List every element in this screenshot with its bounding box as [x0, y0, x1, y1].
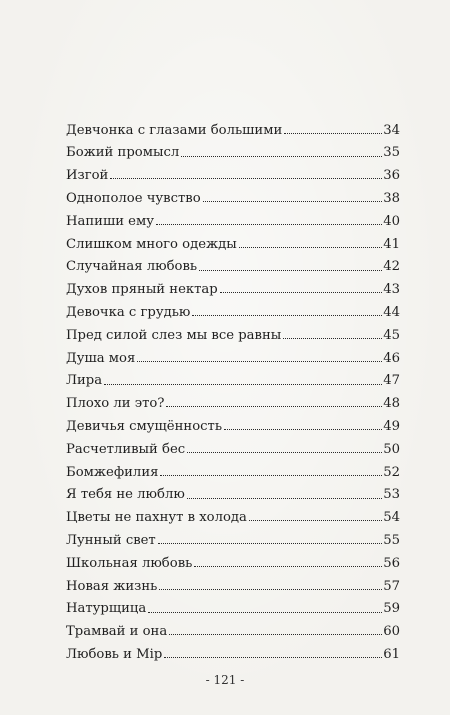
toc-entry-page-number: 47: [383, 373, 400, 389]
toc-entry: [66, 456, 400, 479]
toc-entry: [66, 137, 400, 160]
toc-entry-title: Плохо ли это?: [66, 396, 165, 412]
toc-entry-page-number: 48: [383, 396, 400, 412]
toc-dot-leader: [164, 656, 382, 658]
toc-dot-leader: [220, 291, 382, 293]
toc-entry-page-number: 54: [383, 510, 400, 526]
toc-entry-title: Однополое чувство: [66, 190, 201, 206]
toc-entry-title: Напиши ему: [66, 213, 155, 229]
toc-entry-page-number: 34: [383, 122, 400, 138]
toc-entry-page-number: 56: [383, 555, 400, 571]
toc-entry-page-number: 60: [383, 624, 400, 640]
toc-entry: [66, 296, 400, 319]
toc-dot-leader: [199, 269, 382, 271]
toc-entry-title: Изгой: [66, 168, 109, 184]
toc-entry-title: Божий промысл: [66, 145, 180, 161]
toc-dot-leader: [192, 314, 382, 316]
toc-entry-title: Новая жизнь: [66, 578, 158, 594]
toc-entry: [66, 479, 400, 502]
toc-entry-page-number: 49: [383, 418, 400, 434]
toc-dot-leader: [169, 633, 382, 635]
toc-entry-title: Духов пряный нектар: [66, 282, 218, 298]
toc-entry-title: Трамвай и она: [66, 624, 168, 640]
toc-entry-title: Девичья смущённость: [66, 418, 222, 434]
toc-entry: [66, 274, 400, 297]
toc-entry-page-number: 35: [383, 145, 400, 161]
toc-entry-title: Пред силой слез мы все равны: [66, 327, 282, 343]
toc-entry-title: Натурщица: [66, 601, 147, 617]
toc-dot-leader: [181, 155, 382, 157]
toc-entry-page-number: 36: [383, 168, 400, 184]
toc-entry-page-number: 57: [383, 578, 400, 594]
toc-dot-leader: [187, 451, 382, 453]
toc-dot-leader: [203, 200, 383, 202]
toc-entry-title: Бомжефилия: [66, 464, 159, 480]
toc-entry: [66, 114, 400, 137]
toc-entry: [66, 433, 400, 456]
toc-dot-leader: [110, 177, 382, 179]
table-of-contents: [66, 114, 400, 661]
toc-entry-page-number: 45: [383, 327, 400, 343]
toc-entry-page-number: 38: [383, 190, 400, 206]
toc-entry-page-number: 61: [383, 646, 400, 662]
toc-entry-page-number: 55: [383, 532, 400, 548]
toc-entry: [66, 251, 400, 274]
toc-entry-page-number: 43: [383, 282, 400, 298]
toc-entry: [66, 365, 400, 388]
toc-entry: [66, 228, 400, 251]
toc-entry-title: Цветы не пахнут в холода: [66, 510, 247, 526]
toc-entry-page-number: 40: [383, 213, 400, 229]
toc-entry-page-number: 52: [383, 464, 400, 480]
toc-entry-title: Слишком много одежды: [66, 236, 237, 252]
toc-dot-leader: [224, 428, 382, 430]
toc-entry: [66, 570, 400, 593]
toc-entry-title: Школьная любовь: [66, 555, 193, 571]
toc-entry-page-number: 44: [383, 304, 400, 320]
toc-dot-leader: [156, 223, 382, 225]
toc-entry: [66, 388, 400, 411]
toc-entry: [66, 502, 400, 525]
toc-entry: [66, 547, 400, 570]
toc-entry-title: Девочка с грудью: [66, 304, 191, 320]
toc-dot-leader: [158, 542, 382, 544]
toc-entry: [66, 410, 400, 433]
toc-dot-leader: [187, 497, 382, 499]
toc-entry: [66, 524, 400, 547]
toc-dot-leader: [104, 383, 382, 385]
toc-entry-title: Расчетливый бес: [66, 441, 186, 457]
toc-dot-leader: [284, 132, 382, 134]
toc-entry: [66, 160, 400, 183]
toc-entry: [66, 319, 400, 342]
toc-dot-leader: [166, 405, 382, 407]
page-number: - 121 -: [205, 673, 245, 687]
toc-entry-page-number: 50: [383, 441, 400, 457]
toc-dot-leader: [239, 246, 382, 248]
toc-dot-leader: [137, 360, 382, 362]
toc-dot-leader: [159, 588, 382, 590]
toc-dot-leader: [283, 337, 382, 339]
toc-entry: [66, 616, 400, 639]
toc-entry: [66, 593, 400, 616]
toc-entry: [66, 182, 400, 205]
toc-entry: [66, 342, 400, 365]
toc-entry-page-number: 53: [383, 487, 400, 503]
toc-entry-page-number: 46: [383, 350, 400, 366]
toc-entry-page-number: 59: [383, 601, 400, 617]
toc-entry-title: Любовь и Мір: [66, 646, 163, 662]
toc-dot-leader: [160, 474, 382, 476]
toc-entry-title: Душа моя: [66, 350, 136, 366]
toc-dot-leader: [194, 565, 382, 567]
toc-entry-page-number: 42: [383, 259, 400, 275]
toc-entry: [66, 638, 400, 661]
toc-entry-title: Я тебя не люблю: [66, 487, 185, 503]
toc-entry-title: Случайная любовь: [66, 259, 198, 275]
toc-entry-title: Девчонка с глазами большими: [66, 122, 283, 138]
toc-entry-title: Лира: [66, 373, 103, 389]
toc-dot-leader: [249, 519, 382, 521]
toc-entry-page-number: 41: [383, 236, 400, 252]
toc-dot-leader: [148, 611, 382, 613]
toc-entry: [66, 205, 400, 228]
toc-entry-title: Лунный свет: [66, 532, 156, 548]
